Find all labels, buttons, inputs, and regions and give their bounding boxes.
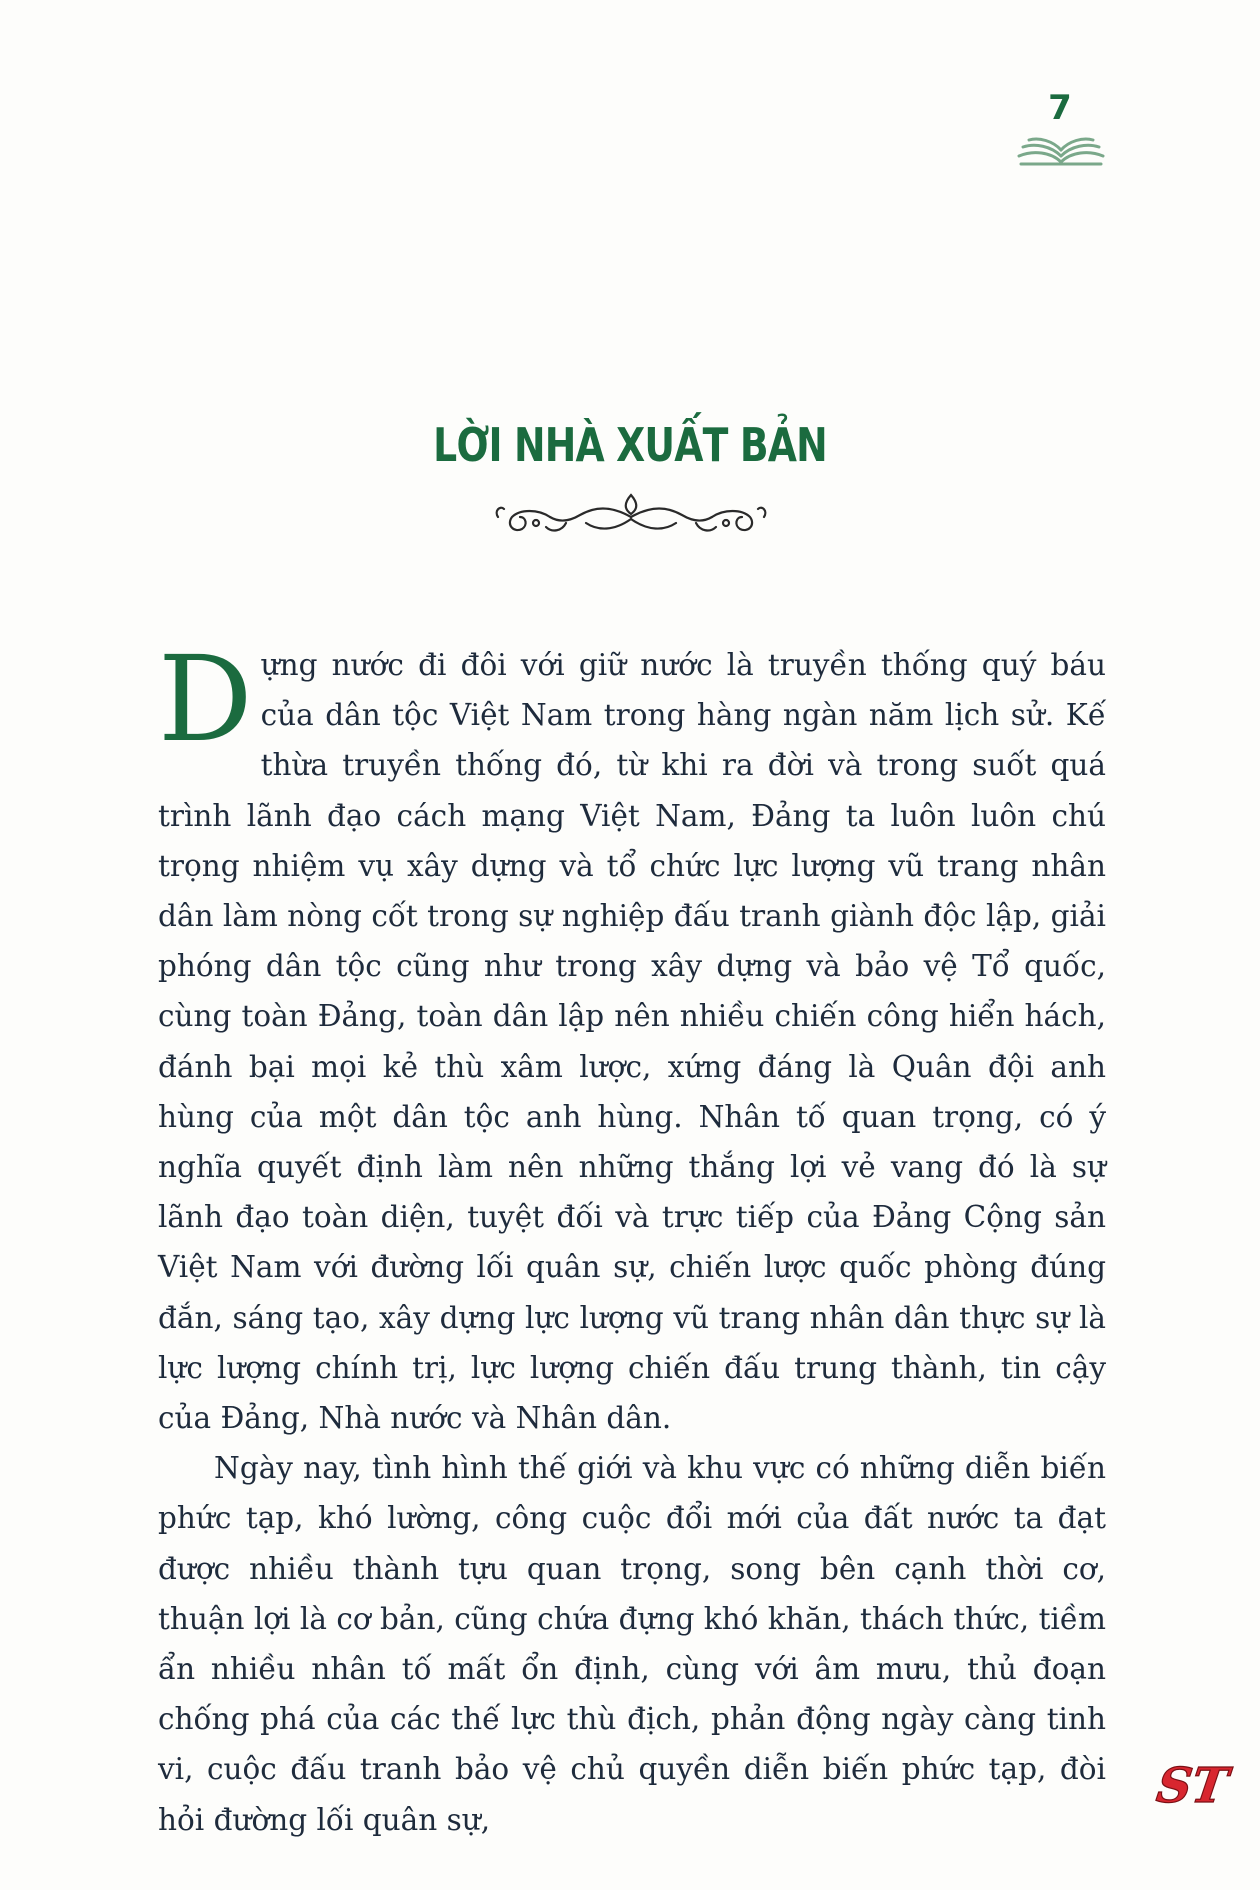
page-number: 7 bbox=[1048, 88, 1072, 128]
drop-cap: D bbox=[158, 630, 253, 768]
publisher-logo-icon bbox=[1153, 1752, 1232, 1814]
flourish-ornament-icon bbox=[490, 487, 772, 543]
publisher-logo-text: ST bbox=[1153, 1758, 1232, 1814]
paragraph-1 bbox=[158, 630, 1106, 1443]
open-book-icon bbox=[1015, 132, 1107, 168]
paragraph-1-text: ựng nước đi đôi với giữ nước là truyền thống quý báu của dân tộc Việt Nam trong hàng ngàn năm lịch sử. Kế thừa truyền thống đó, từ khi ra đời và trong suốt quá trình lãnh đạo cách mạng Việt Nam, Đảng ta luôn luôn chú trọng nhiệm vụ xây dựng và tổ chức lực lượng vũ trang nhân dân làm nòng cốt trong sự nghiệp đấu tranh giành độc lập, giải phóng dân tộc cũng như trong xây dựng và bảo vệ Tổ quốc, cùng toàn Đảng, toàn dân lập nên nhiều chiến công hiển hách, đánh bại mọi kẻ thù xâm lược, xứng đáng là Quân đội anh hùng của một dân tộc anh hùng. Nhân tố quan trọng, có ý nghĩa quyết định làm nên những thắng lợi vẻ vang đó là sự lãnh đạo toàn diện, tuyệt đối và trực tiếp của Đảng Cộng sản Việt Nam với đường lối quân sự, chiến lược quốc phòng đúng đắn, sáng tạo, xây dựng lực lượng vũ trang nhân dân thực sự là lực lượng chính trị, lực lượng chiến đấu trung thành, tin cậy của Đảng, Nhà nước và Nhân dân. bbox=[158, 648, 1106, 1436]
page-title: LỜI NHÀ XUẤT BẢN bbox=[433, 418, 827, 472]
paragraph-2: Ngày nay, tình hình thế giới và khu vực có những diễn biến phức tạp, khó lường, công cuộc đổi mới của đất nước ta đạt được nhiều thành tựu quan trọng, song bên cạnh thời cơ, thuận lợi là cơ bản, cũng chứa đựng khó khăn, thách thức, tiềm ẩn nhiều nhân tố mất ổn định, cùng với âm mưu, thủ đoạn chống phá của các thế lực thù địch, phản động ngày càng tinh vi, cuộc đấu tranh bảo vệ chủ quyền diễn biến phức tạp, đòi hỏi đường lối quân sự, bbox=[158, 1451, 1106, 1837]
body-text bbox=[158, 630, 1106, 1845]
